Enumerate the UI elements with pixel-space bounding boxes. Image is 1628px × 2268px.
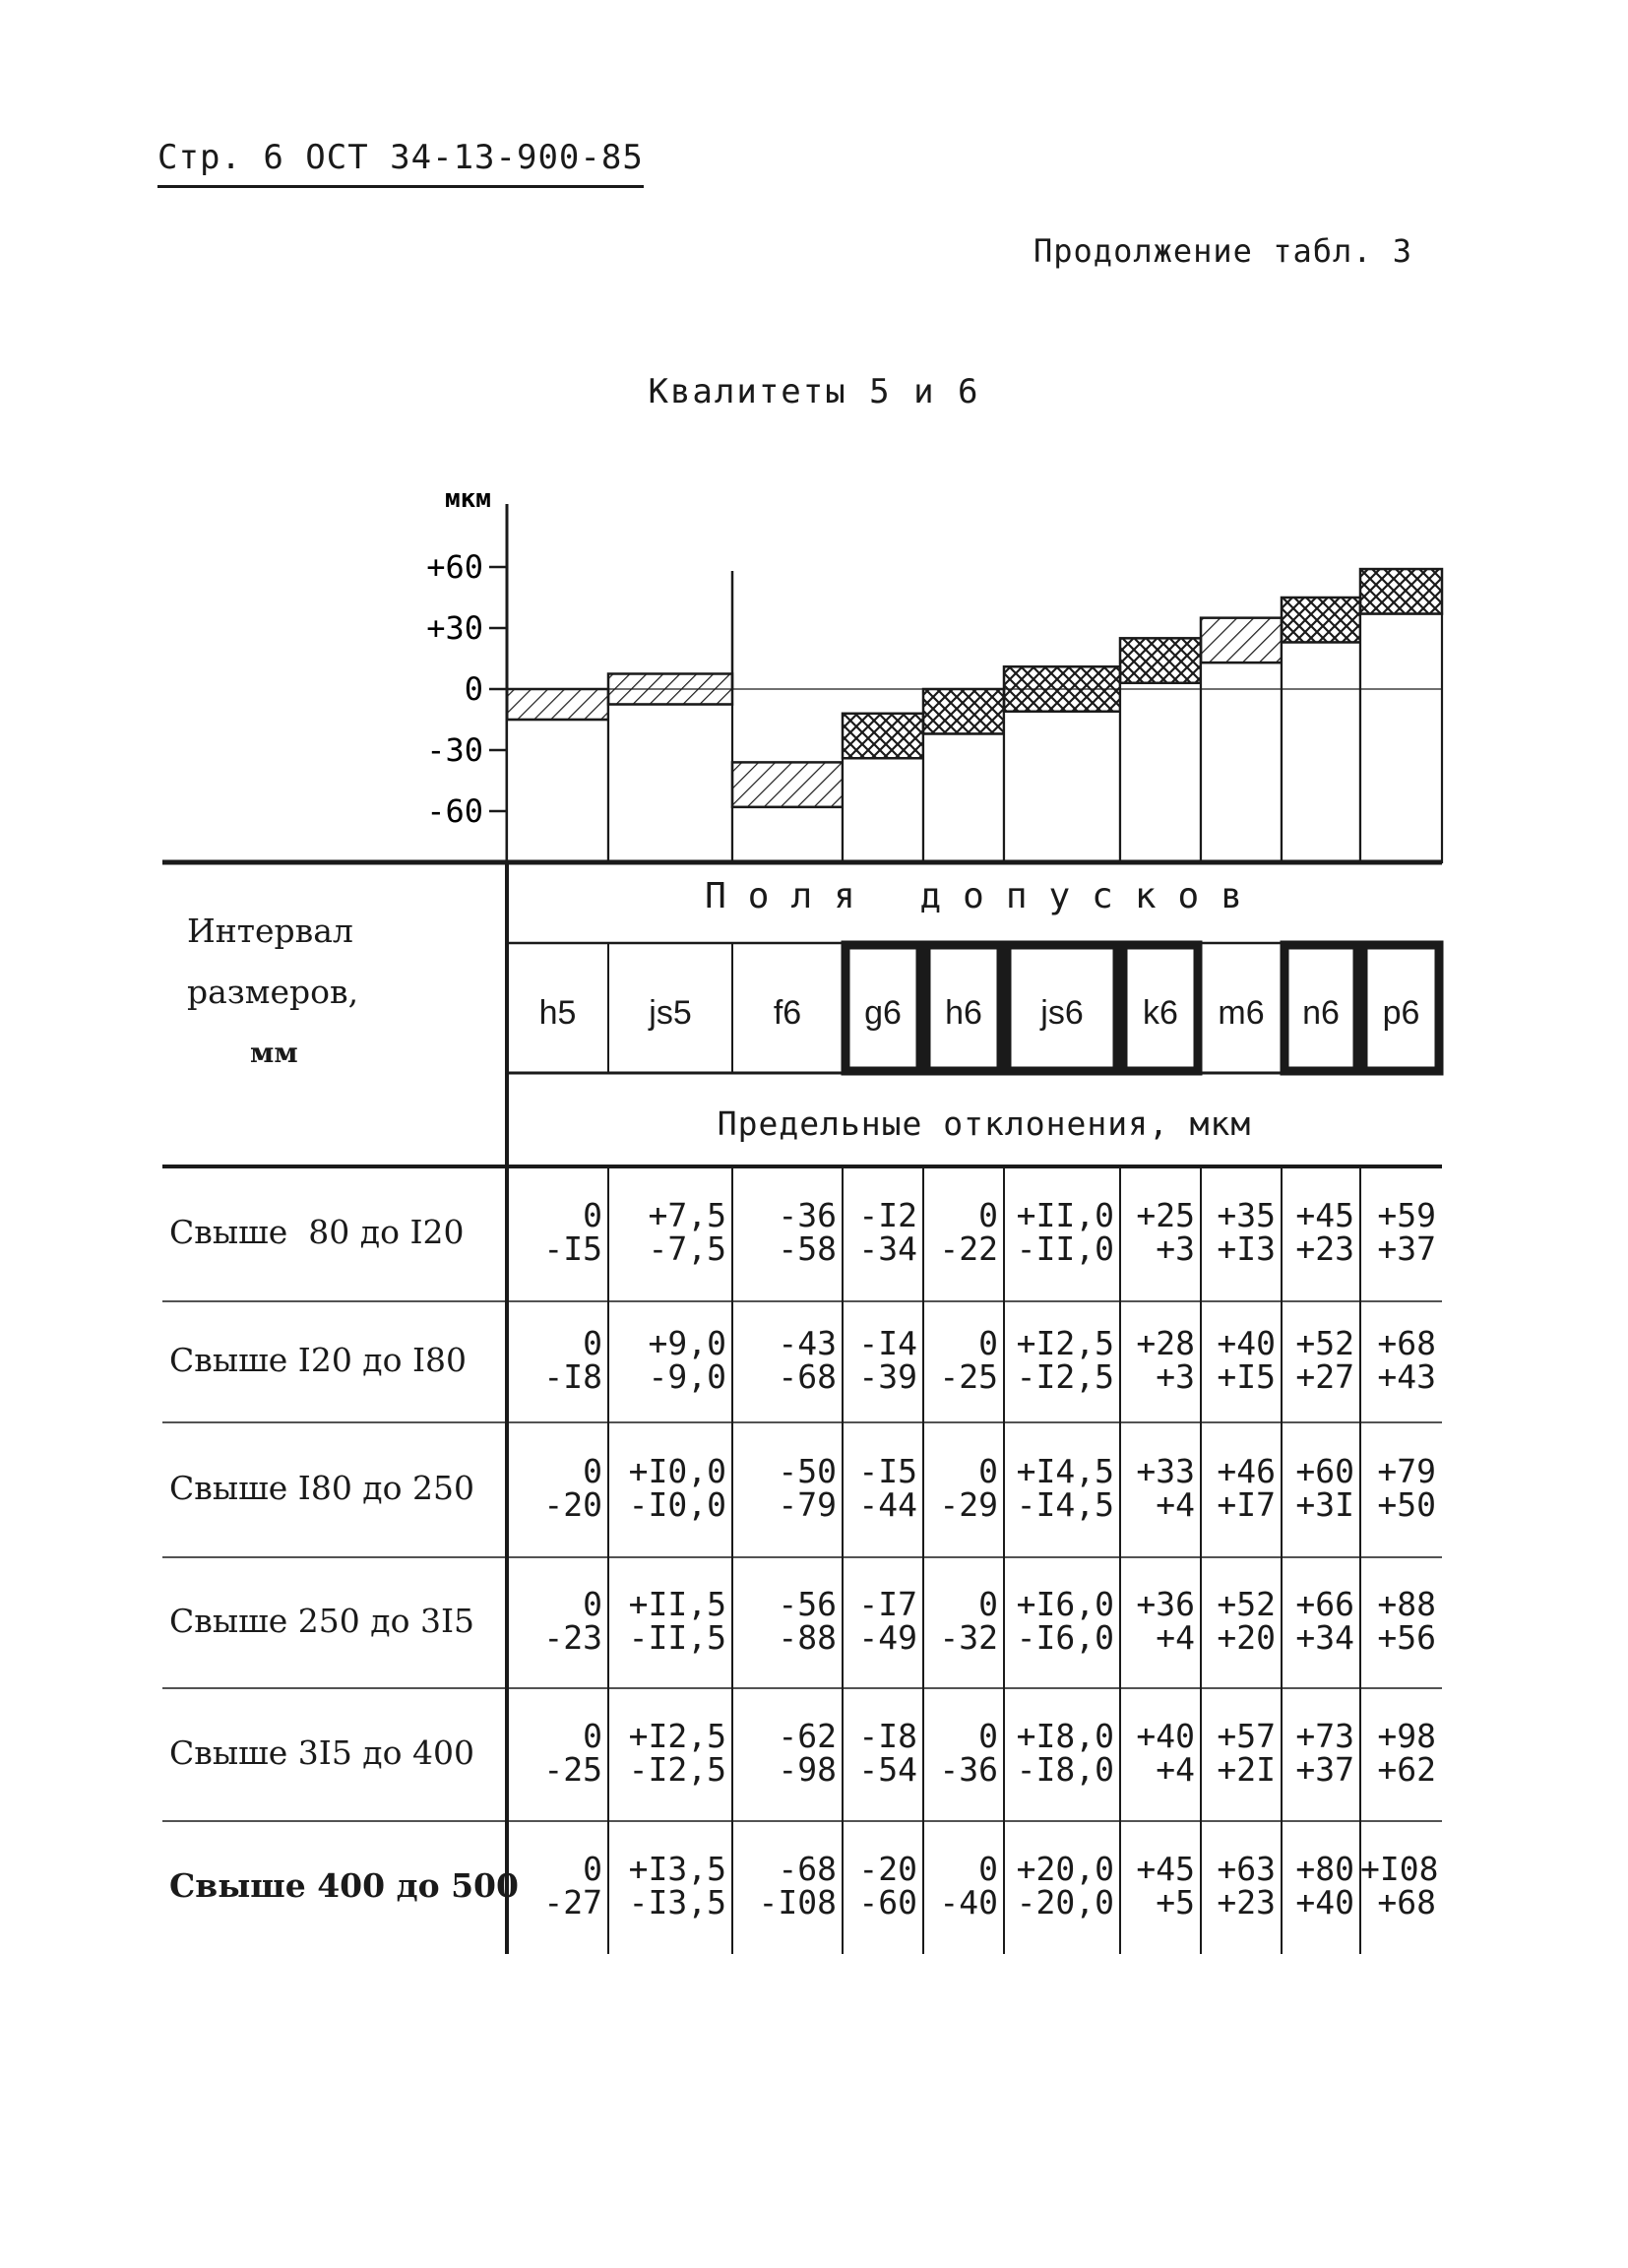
lower-deviation: -I08 <box>758 1882 837 1922</box>
lower-deviation: -I2,5 <box>1016 1356 1114 1396</box>
lower-deviation: -44 <box>858 1484 917 1524</box>
deviation-cell <box>1004 1716 1114 1789</box>
upper-deviation: 0 <box>583 1323 602 1362</box>
deviation-cell <box>608 1195 726 1268</box>
lower-deviation: +4 <box>1156 1749 1195 1789</box>
upper-deviation: -I5 <box>858 1451 917 1490</box>
upper-deviation: +45 <box>1295 1195 1354 1234</box>
lower-deviation: -60 <box>858 1882 917 1922</box>
fields-header: Поля допусков <box>705 876 1264 916</box>
lower-deviation: +68 <box>1377 1882 1436 1922</box>
bar-pedestal-f6 <box>732 807 843 862</box>
upper-deviation: -56 <box>778 1584 837 1623</box>
lower-deviation: +40 <box>1295 1882 1354 1922</box>
upper-deviation: +I3,5 <box>628 1849 726 1888</box>
upper-deviation: 0 <box>583 1584 602 1623</box>
upper-deviation: +I0,0 <box>628 1451 726 1490</box>
lower-deviation: -39 <box>858 1356 917 1396</box>
deviation-cell <box>507 1195 602 1268</box>
deviation-cell <box>1120 1451 1195 1524</box>
deviation-cell <box>608 1849 726 1922</box>
field-name-f6: f6 <box>773 994 802 1032</box>
lower-deviation: +37 <box>1377 1228 1436 1268</box>
row-label: Свыше 400 до 500 <box>169 1865 519 1905</box>
interval-header-unit: мм <box>250 1037 298 1069</box>
upper-deviation: -68 <box>778 1849 837 1888</box>
lower-deviation: +3I <box>1295 1484 1354 1524</box>
deviation-cell <box>923 1451 998 1524</box>
field-name-js5: js5 <box>649 994 692 1032</box>
deviation-cell <box>1201 1323 1276 1396</box>
lower-deviation: -34 <box>858 1228 917 1268</box>
deviation-cell <box>507 1584 602 1657</box>
lower-deviation: -I8,0 <box>1016 1749 1114 1789</box>
upper-deviation: +46 <box>1217 1451 1276 1490</box>
lower-deviation: -I8 <box>543 1356 602 1396</box>
lower-deviation: -32 <box>939 1617 998 1657</box>
upper-deviation: +57 <box>1217 1716 1276 1755</box>
upper-deviation: +79 <box>1377 1451 1436 1490</box>
y-tick-label: +30 <box>426 609 483 647</box>
deviation-cell <box>1360 1716 1436 1789</box>
bar-zone-n6 <box>1282 598 1360 642</box>
bar-zone-m6 <box>1201 618 1282 662</box>
upper-deviation: +63 <box>1217 1849 1276 1888</box>
bar-zone-f6 <box>732 762 843 806</box>
lower-deviation: +23 <box>1295 1228 1354 1268</box>
deviation-cell <box>1282 1451 1354 1524</box>
upper-deviation: +I4,5 <box>1016 1451 1114 1490</box>
upper-deviation: -I4 <box>858 1323 917 1362</box>
upper-deviation: 0 <box>583 1195 602 1234</box>
field-name-h6: h6 <box>945 994 982 1032</box>
deviation-cell <box>1360 1451 1436 1524</box>
bar-zone-p6 <box>1360 569 1442 613</box>
lower-deviation: -I4,5 <box>1016 1484 1114 1524</box>
lower-deviation: -9,0 <box>648 1356 726 1396</box>
upper-deviation: 0 <box>978 1195 998 1234</box>
lower-deviation: +23 <box>1217 1882 1276 1922</box>
upper-deviation: -50 <box>778 1451 837 1490</box>
lower-deviation: +4 <box>1156 1617 1195 1657</box>
lower-deviation: +34 <box>1295 1617 1354 1657</box>
upper-deviation: -I2 <box>858 1195 917 1234</box>
upper-deviation: +36 <box>1136 1584 1195 1623</box>
deviations-header: Предельные отклонения, мкм <box>717 1104 1252 1143</box>
deviation-cell <box>1004 1584 1114 1657</box>
page-header: Стр. 6 ОСТ 34-13-900-85 <box>157 138 644 188</box>
upper-deviation: +98 <box>1377 1716 1436 1755</box>
table-continuation-label: Продолжение табл. 3 <box>1033 232 1413 270</box>
row-label: Свыше 80 до I20 <box>169 1212 465 1251</box>
lower-deviation: -68 <box>778 1356 837 1396</box>
bar-pedestal-m6 <box>1201 662 1282 862</box>
deviation-cell <box>843 1716 917 1789</box>
y-tick-label: +60 <box>426 548 483 586</box>
lower-deviation: -98 <box>778 1749 837 1789</box>
lower-deviation: -79 <box>778 1484 837 1524</box>
row-label: Свыше I80 до 250 <box>169 1468 474 1507</box>
deviation-cell <box>1120 1716 1195 1789</box>
row-label: Свыше 250 до 3I5 <box>169 1601 474 1640</box>
lower-deviation: +3 <box>1156 1356 1195 1396</box>
lower-deviation: +I3 <box>1217 1228 1276 1268</box>
deviation-cell <box>1282 1195 1354 1268</box>
deviation-cell <box>843 1584 917 1657</box>
interval-header <box>187 901 472 1084</box>
upper-deviation: 0 <box>583 1716 602 1755</box>
deviation-cell <box>1201 1451 1276 1524</box>
lower-deviation: -36 <box>939 1749 998 1789</box>
deviation-cell <box>608 1323 726 1396</box>
deviation-cell <box>732 1451 837 1524</box>
deviation-cell <box>1120 1849 1195 1922</box>
deviation-cell <box>732 1323 837 1396</box>
lower-deviation: +20 <box>1217 1617 1276 1657</box>
deviation-cell <box>1282 1849 1354 1922</box>
lower-deviation: -I6,0 <box>1016 1617 1114 1657</box>
upper-deviation: +I2,5 <box>1016 1323 1114 1362</box>
chart-subtitle: Квалитеты 5 и 6 <box>648 372 980 411</box>
lower-deviation: +2I <box>1217 1749 1276 1789</box>
field-name-m6: m6 <box>1218 994 1265 1032</box>
upper-deviation: +28 <box>1136 1323 1195 1362</box>
upper-deviation: +35 <box>1217 1195 1276 1234</box>
bar-pedestal-h5 <box>507 720 608 862</box>
bar-zone-h5 <box>507 689 608 720</box>
lower-deviation: -88 <box>778 1617 837 1657</box>
upper-deviation: +9,0 <box>648 1323 726 1362</box>
row-label: Свыше 3I5 до 400 <box>169 1732 474 1772</box>
deviation-cell <box>507 1451 602 1524</box>
upper-deviation: +7,5 <box>648 1195 726 1234</box>
deviation-cell <box>608 1716 726 1789</box>
upper-deviation: +45 <box>1136 1849 1195 1888</box>
upper-deviation: +88 <box>1377 1584 1436 1623</box>
lower-deviation: -I3,5 <box>628 1882 726 1922</box>
upper-deviation: 0 <box>978 1323 998 1362</box>
field-name-h5: h5 <box>538 994 577 1032</box>
deviation-cell <box>732 1584 837 1657</box>
deviation-cell <box>1201 1195 1276 1268</box>
lower-deviation: -27 <box>543 1882 602 1922</box>
lower-deviation: -22 <box>939 1228 998 1268</box>
deviation-cell <box>1004 1849 1114 1922</box>
row-label: Свыше I20 до I80 <box>169 1340 468 1379</box>
deviation-cell <box>1201 1716 1276 1789</box>
deviation-cell <box>923 1849 998 1922</box>
deviation-cell <box>608 1451 726 1524</box>
deviation-cell <box>732 1849 837 1922</box>
field-name-n6: n6 <box>1302 994 1340 1032</box>
upper-deviation: -I7 <box>858 1584 917 1623</box>
y-axis-unit: мкм <box>445 484 491 514</box>
lower-deviation: -20 <box>543 1484 602 1524</box>
upper-deviation: -I8 <box>858 1716 917 1755</box>
lower-deviation: -49 <box>858 1617 917 1657</box>
deviation-cell <box>1004 1323 1114 1396</box>
lower-deviation: -23 <box>543 1617 602 1657</box>
bar-pedestal-js6 <box>1004 712 1120 862</box>
deviation-cell <box>1004 1451 1114 1524</box>
interval-header-line-1: Интервал <box>187 912 353 950</box>
field-name-g6: g6 <box>864 994 902 1032</box>
upper-deviation: +52 <box>1217 1584 1276 1623</box>
deviation-cell <box>1360 1323 1436 1396</box>
upper-deviation: +59 <box>1377 1195 1436 1234</box>
upper-deviation: +II,0 <box>1016 1195 1114 1234</box>
deviation-cell <box>843 1849 917 1922</box>
y-tick-label: -60 <box>426 792 483 830</box>
lower-deviation: -40 <box>939 1882 998 1922</box>
lower-deviation: -II,0 <box>1016 1228 1114 1268</box>
upper-deviation: -62 <box>778 1716 837 1755</box>
lower-deviation: +50 <box>1377 1484 1436 1524</box>
lower-deviation: +27 <box>1295 1356 1354 1396</box>
deviation-cell <box>923 1716 998 1789</box>
upper-deviation: +40 <box>1136 1716 1195 1755</box>
lower-deviation: +5 <box>1156 1882 1195 1922</box>
bar-pedestal-k6 <box>1120 683 1201 862</box>
deviation-cell <box>843 1195 917 1268</box>
lower-deviation: +56 <box>1377 1617 1436 1657</box>
field-name-k6: k6 <box>1143 994 1178 1032</box>
lower-deviation: +I5 <box>1217 1356 1276 1396</box>
upper-deviation: 0 <box>978 1716 998 1755</box>
lower-deviation: -29 <box>939 1484 998 1524</box>
lower-deviation: +43 <box>1377 1356 1436 1396</box>
bar-pedestal-h6 <box>923 733 1004 862</box>
bar-pedestal-p6 <box>1360 614 1442 862</box>
upper-deviation: -36 <box>778 1195 837 1234</box>
y-tick-label: 0 <box>464 670 483 708</box>
upper-deviation: +I8,0 <box>1016 1716 1114 1755</box>
lower-deviation: -25 <box>543 1749 602 1789</box>
upper-deviation: 0 <box>978 1849 998 1888</box>
deviation-cell <box>1120 1584 1195 1657</box>
deviation-cell <box>1201 1849 1276 1922</box>
deviation-cell <box>1282 1584 1354 1657</box>
interval-header-line-2: размеров, <box>187 973 359 1011</box>
deviation-cell <box>1282 1716 1354 1789</box>
upper-deviation: +I6,0 <box>1016 1584 1114 1623</box>
lower-deviation: -58 <box>778 1228 837 1268</box>
deviation-cell <box>507 1716 602 1789</box>
lower-deviation: +3 <box>1156 1228 1195 1268</box>
deviation-cell <box>923 1323 998 1396</box>
deviation-cell <box>732 1716 837 1789</box>
bar-zone-k6 <box>1120 638 1201 682</box>
bar-zone-h6 <box>923 689 1004 733</box>
upper-deviation: +II,5 <box>628 1584 726 1623</box>
upper-deviation: 0 <box>583 1451 602 1490</box>
lower-deviation: +I7 <box>1217 1484 1276 1524</box>
upper-deviation: +25 <box>1136 1195 1195 1234</box>
upper-deviation: -20 <box>858 1849 917 1888</box>
deviation-cell <box>1360 1849 1439 1922</box>
y-tick-label: -30 <box>426 731 483 769</box>
upper-deviation: +I08 <box>1360 1849 1439 1888</box>
upper-deviation: 0 <box>583 1849 602 1888</box>
lower-deviation: +37 <box>1295 1749 1354 1789</box>
lower-deviation: -II,5 <box>628 1617 726 1657</box>
upper-deviation: +I2,5 <box>628 1716 726 1755</box>
deviation-cell <box>1004 1195 1114 1268</box>
deviation-cell <box>843 1451 917 1524</box>
upper-deviation: 0 <box>978 1451 998 1490</box>
upper-deviation: 0 <box>978 1584 998 1623</box>
upper-deviation: +20,0 <box>1016 1849 1114 1888</box>
lower-deviation: -20,0 <box>1016 1882 1114 1922</box>
deviation-cell <box>1360 1195 1436 1268</box>
deviation-cell <box>1120 1195 1195 1268</box>
bar-pedestal-n6 <box>1282 642 1360 862</box>
deviation-cell <box>1120 1323 1195 1396</box>
upper-deviation: +80 <box>1295 1849 1354 1888</box>
deviation-cell <box>923 1584 998 1657</box>
deviation-cell <box>1282 1323 1354 1396</box>
lower-deviation: -25 <box>939 1356 998 1396</box>
bar-zone-g6 <box>843 714 923 758</box>
upper-deviation: +52 <box>1295 1323 1354 1362</box>
lower-deviation: +4 <box>1156 1484 1195 1524</box>
lower-deviation: +62 <box>1377 1749 1436 1789</box>
deviation-cell <box>1360 1584 1436 1657</box>
lower-deviation: -7,5 <box>648 1228 726 1268</box>
upper-deviation: +33 <box>1136 1451 1195 1490</box>
deviation-cell <box>507 1849 602 1922</box>
field-name-js6: js6 <box>1040 994 1084 1032</box>
deviation-cell <box>923 1195 998 1268</box>
chart-layer <box>426 484 1442 862</box>
upper-deviation: -43 <box>778 1323 837 1362</box>
lower-deviation: -I2,5 <box>628 1749 726 1789</box>
deviation-cell <box>843 1323 917 1396</box>
upper-deviation: +60 <box>1295 1451 1354 1490</box>
bar-pedestal-g6 <box>843 758 923 862</box>
deviation-cell <box>732 1195 837 1268</box>
deviation-cell <box>1201 1584 1276 1657</box>
upper-deviation: +68 <box>1377 1323 1436 1362</box>
lower-deviation: -I5 <box>543 1228 602 1268</box>
upper-deviation: +73 <box>1295 1716 1354 1755</box>
field-name-p6: p6 <box>1382 994 1420 1032</box>
bar-pedestal-js5 <box>608 705 732 863</box>
deviation-cell <box>608 1584 726 1657</box>
lower-deviation: -54 <box>858 1749 917 1789</box>
upper-deviation: +66 <box>1295 1584 1354 1623</box>
lower-deviation: -I0,0 <box>628 1484 726 1524</box>
upper-deviation: +40 <box>1217 1323 1276 1362</box>
deviation-cell <box>507 1323 602 1396</box>
